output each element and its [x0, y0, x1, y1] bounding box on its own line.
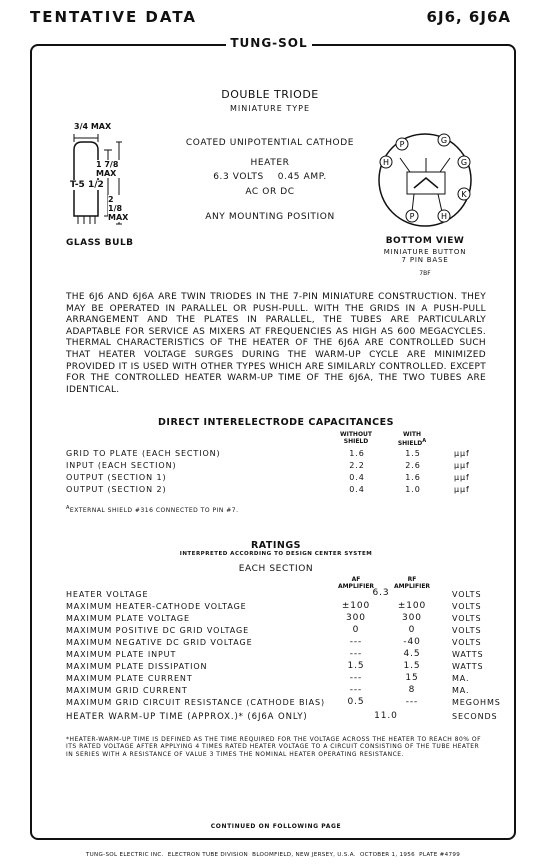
ratings-row-v1: 1.5 [347, 661, 365, 671]
pin-label-4: G [460, 158, 468, 167]
ratings-row-v1: --- [349, 649, 363, 659]
ratings-row-value: 6.3 [372, 588, 390, 598]
ratings-row-unit: WATTS [452, 650, 484, 659]
cap-row [66, 461, 498, 473]
ratings-subtitle: INTERPRETED ACCORDING TO DESIGN CENTER SYSTEM [179, 551, 373, 557]
capacitances-title: DIRECT INTERELECTRODE CAPACITANCES [158, 417, 394, 428]
ratings-row-unit: VOLTS [452, 614, 482, 623]
ratings-col2-header-line1: RF [407, 576, 417, 583]
ratings-row-v1: 300 [346, 613, 366, 623]
cap-row-v1: 0.4 [349, 473, 365, 482]
heater-values: 6.3 VOLTS 0.45 AMP. [213, 172, 327, 182]
ratings-col1-header-line1: AF [351, 576, 361, 583]
ratings-row-v2: --- [405, 697, 419, 707]
pin-label-2: H [382, 158, 390, 167]
base-pin-diagram [370, 128, 480, 234]
ratings-title: RATINGS [250, 540, 302, 551]
ratings-row-unit: VOLTS [452, 626, 482, 635]
bulb-dim-top: 3/4 MAX [74, 122, 112, 131]
ratings-row-value: 11.0 [374, 711, 398, 721]
ratings-row-unit: MEGOHMS [452, 698, 501, 707]
cap-col2-header-line2 [386, 438, 438, 447]
ratings-row-v2: 0 [408, 625, 416, 635]
ratings-row-v2: 15 [405, 673, 419, 683]
tube-subtitle: MINIATURE TYPE [229, 104, 310, 113]
ratings-each-section: EACH SECTION [238, 564, 314, 574]
pin-label-7: H [440, 212, 448, 221]
ratings-row-unit: VOLTS [452, 638, 482, 647]
cap-row-unit: μμf [454, 485, 470, 494]
cap-col2-header-mark: A [422, 438, 427, 444]
cap-row-label: GRID TO PLATE (EACH SECTION) [66, 449, 221, 458]
cap-row-v2: 1.6 [405, 473, 421, 482]
continued-note: CONTINUED ON FOLLOWING PAGE [210, 823, 342, 830]
cap-col1-header [330, 431, 382, 445]
ratings-row-v2: 300 [402, 613, 422, 623]
ratings-row-label: MAXIMUM PLATE VOLTAGE [66, 614, 190, 623]
bulb-dim-side: 1 7/8 MAX [96, 160, 119, 178]
cap-footnote-text: EXTERNAL SHIELD #316 CONNECTED TO PIN #7. [69, 507, 239, 514]
ratings-row-label: MAXIMUM PLATE INPUT [66, 650, 177, 659]
ratings-row-label: MAXIMUM GRID CURRENT [66, 686, 188, 695]
ratings-row-v1: --- [349, 685, 363, 695]
base-code: 7BF [419, 270, 431, 277]
ratings-row-v2: 1.5 [403, 661, 421, 671]
ratings-row-v1: 0 [352, 625, 360, 635]
ratings-row-unit: VOLTS [452, 590, 482, 599]
bulb-dim-total: 2 1/8 MAX [108, 195, 129, 222]
ratings-row-v1: 0.5 [347, 697, 365, 707]
bulb-type-label: T-5 1/2 [70, 180, 104, 190]
mounting-spec: ANY MOUNTING POSITION [205, 212, 335, 222]
ratings-row-v2: ±100 [397, 601, 427, 611]
ratings-row-label: MAXIMUM NEGATIVE DC GRID VOLTAGE [66, 638, 253, 647]
ratings-row-label: MAXIMUM POSITIVE DC GRID VOLTAGE [66, 626, 250, 635]
cap-footnote-mark: A [66, 505, 70, 511]
ratings-row-v1: ±100 [341, 601, 371, 611]
ratings-col1-header-line2: AMPLIFIER [337, 583, 375, 590]
ratings-row-v1: --- [349, 673, 363, 683]
base-line1: MINIATURE BUTTON [383, 248, 467, 256]
cap-row-v1: 0.4 [349, 485, 365, 494]
cathode-spec: COATED UNIPOTENTIAL CATHODE [185, 138, 355, 148]
cap-col1-header-line1: WITHOUT [339, 431, 373, 438]
cap-row-v2: 2.6 [405, 461, 421, 470]
ratings-row-label: MAXIMUM PLATE CURRENT [66, 674, 193, 683]
ratings-row-label: MAXIMUM PLATE DISSIPATION [66, 662, 208, 671]
cap-row [66, 485, 498, 497]
document-header-left: TENTATIVE DATA [30, 8, 198, 26]
cap-row-label: INPUT (EACH SECTION) [66, 461, 177, 470]
cap-row [66, 449, 498, 461]
description-paragraph: THE 6J6 AND 6J6A ARE TWIN TRIODES IN THE 7-PIN MINIATURE CONSTRUCTION. THEY MAY BE OPERATED IN PARALLEL OR PUSH-PULL. WITH THE GRIDS IN A PUSH-PULL ARRANGEMENT AND THE PLATES IN PARALLEL, THE TUBES ARE PARTICULARLY ADAPTABLE FOR SERVICE AS MIXERS AT FREQUENCIES AS HIGH AS 600 MEGACYCLES. THERMAL CHARACTERISTICS OF THE HEATER OF THE 6J6A ARE CONTROLLED SUCH THAT HEATER VOLTAGE SURGES DURING THE WARM-UP CYCLE ARE MINIMIZED PROVIDED IT IS USED WITH OTHER TYPES WHICH ARE SIMILARLY CONTROLLED. EXCEPT FOR THE CONTROLLED HEATER WARM-UP TIME OF THE 6J6A, THE TWO TUBES ARE IDENTICAL. [66, 292, 486, 395]
heater-label: HEATER [250, 158, 290, 168]
ratings-row-v1: --- [349, 637, 363, 647]
cap-col2-header [386, 431, 438, 447]
ratings-row-unit: SECONDS [452, 712, 498, 721]
bulb-caption: GLASS BULB [66, 238, 134, 248]
cap-col2-header-text: SHIELD [397, 440, 423, 447]
ratings-row-unit: WATTS [452, 662, 484, 671]
ratings-row-unit: VOLTS [452, 602, 482, 611]
page-footer: TUNG-SOL ELECTRIC INC. ELECTRON TUBE DIVISION BLOOMFIELD, NEW JERSEY, U.S.A. OCTOBER 1, 1956 PLATE #4799 [85, 852, 461, 858]
ratings-row-warmup [66, 712, 498, 724]
document-header-right: 6J6, 6J6A [426, 8, 511, 26]
ratings-row-label: HEATER VOLTAGE [66, 590, 149, 599]
ratings-row-label: MAXIMUM GRID CIRCUIT RESISTANCE (CATHODE BIAS) [66, 698, 326, 707]
cap-row-unit: μμf [454, 461, 470, 470]
cap-col1-header-line2: SHIELD [343, 438, 369, 445]
ratings-col2-header-line2: AMPLIFIER [393, 583, 431, 590]
ratings-row-unit: MA. [452, 686, 470, 695]
ratings-row-label: MAXIMUM HEATER-CATHODE VOLTAGE [66, 602, 247, 611]
ratings-row-v2: -40 [403, 637, 421, 647]
ac-dc-spec: AC OR DC [245, 187, 295, 197]
cap-row-label: OUTPUT (SECTION 1) [66, 473, 167, 482]
base-title: BOTTOM VIEW [385, 236, 465, 246]
cap-footnote [66, 505, 239, 514]
base-line2: 7 PIN BASE [401, 256, 449, 264]
cap-row-v2: 1.5 [405, 449, 421, 458]
pin-label-3: G [440, 136, 448, 145]
pin-label-5: K [461, 190, 467, 199]
tube-title: DOUBLE TRIODE [221, 88, 319, 101]
cap-row-v2: 1.0 [405, 485, 421, 494]
pin-label-1: P [399, 140, 405, 149]
cap-row-unit: μμf [454, 449, 470, 458]
ratings-row-unit: MA. [452, 674, 470, 683]
pin-label-6: P [409, 212, 415, 221]
cap-row [66, 473, 498, 485]
cap-col2-header-line1: WITH [403, 431, 421, 438]
brand-logo: TUNG-SOL [226, 36, 312, 50]
cap-row-v1: 1.6 [349, 449, 365, 458]
cap-row-v1: 2.2 [349, 461, 365, 470]
ratings-row-v2: 4.5 [403, 649, 421, 659]
ratings-row-label: HEATER WARM-UP TIME (APPROX.)* (6J6A ONLY) [66, 712, 308, 722]
ratings-row-v2: 8 [408, 685, 416, 695]
ratings-footnote: *HEATER-WARM-UP TIME IS DEFINED AS THE TIME REQUIRED FOR THE VOLTAGE ACROSS THE HEATER TO REACH 80% OF ITS RATED VOLTAGE AFTER APPLYING 4 TIMES RATED HEATER VOLTAGE TO A CIRCUIT CONSISTING OF THE TUBE HEATER IN SERIES WITH A RESISTANCE OF VALUE 3 TIMES THE NOMINAL HEATER OPERATING RESISTANCE. [66, 736, 482, 758]
cap-row-label: OUTPUT (SECTION 2) [66, 485, 167, 494]
ratings-row [66, 697, 501, 710]
cap-row-unit: μμf [454, 473, 470, 482]
